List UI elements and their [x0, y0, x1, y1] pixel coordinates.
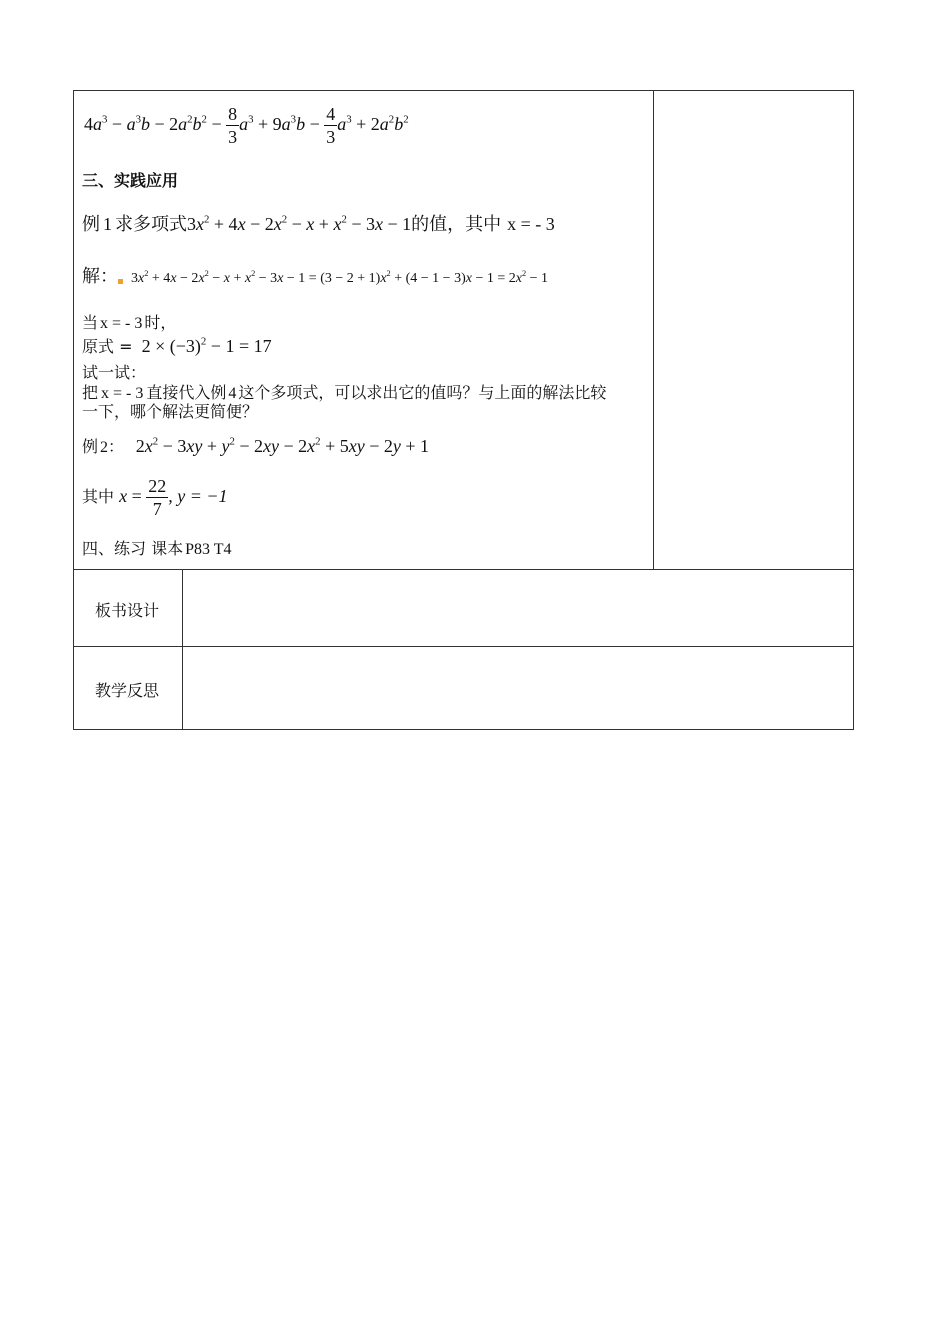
example1-condition: x = - 3	[507, 214, 555, 234]
example1-text1: 求多项式	[115, 214, 187, 235]
example1-prefix: 例	[82, 214, 100, 235]
section4-line	[82, 536, 231, 559]
solution-label: 解：	[82, 266, 118, 287]
label-column-divider	[182, 569, 183, 730]
x-denominator: 7	[152, 499, 162, 520]
example2-where: 其中	[82, 487, 115, 506]
try-value: x = - 3	[101, 385, 144, 402]
teaching-reflection-label: 教学反思	[95, 681, 160, 700]
when-prefix: 当	[82, 313, 99, 332]
section3-heading: 三、实践应用	[82, 171, 179, 190]
initial-expression: $4a^3 - a^3b - 2a^2b^2$ − $\frac{8}{3}$ $a^3 + 9a^3b$ − $\frac{4}{3}$ $a^3 + 2a^2b^2$	[84, 104, 409, 148]
example1-polynomial: $3x^2 + 4x - 2x^2 - x + x^2 - 3x - 1$	[187, 213, 412, 234]
row-divider-2	[73, 646, 854, 647]
solution-line	[82, 262, 548, 288]
example2-colon: ：	[108, 437, 125, 456]
try-text-b: 直接代入例	[146, 383, 227, 402]
example2-where-line: 其中 x = $\frac{22}{7}$ , y = −1	[82, 476, 228, 520]
when-suffix: 时，	[144, 313, 177, 332]
example2-prefix: 例	[82, 437, 99, 456]
example2-line	[82, 434, 429, 457]
try-line-2: 一下，哪个解法更简便？	[82, 402, 259, 421]
example2-polynomial: $2x^2 - 3xy + y^2 - 2xy - 2x^2 + 5xy - 2y + 1$	[135, 435, 430, 456]
solution-expression: $3x^2 + 4x - 2x^2 - x + x^2 - 3x - 1 = (3 - 2 + 1)x^2 + (4 - 1 - 3)x - 1 = 2x^2 - 1$	[131, 269, 549, 286]
example1-text2: 的值，其中	[411, 214, 502, 235]
y-condition: , y = −1	[168, 486, 228, 506]
original-expression: $2 \times (-3)^2 - 1 = 17$	[141, 335, 272, 356]
try-label: 试一试：	[82, 363, 147, 382]
highlight-marker	[118, 279, 123, 284]
original-line	[82, 334, 272, 357]
try-text-a: 把	[82, 383, 99, 402]
original-prefix: 原式 =	[82, 337, 133, 356]
when-value: x = - 3	[100, 315, 143, 332]
example2-number: 2	[100, 439, 109, 456]
try-text-c: 这个多项式，可以求出它的值吗？与上面的解法比较	[238, 383, 607, 402]
section4-heading: 四、练习 课本	[82, 539, 184, 558]
right-column-divider	[653, 90, 654, 570]
row-divider-1	[73, 569, 854, 570]
when-line	[82, 310, 176, 333]
example1-number: 1	[103, 214, 112, 234]
section4-reference: P83 T4	[185, 541, 232, 558]
try-number: 4	[228, 385, 237, 402]
x-numerator: 22	[148, 476, 167, 497]
example1-line	[82, 210, 555, 236]
board-design-label: 板书设计	[95, 601, 160, 620]
